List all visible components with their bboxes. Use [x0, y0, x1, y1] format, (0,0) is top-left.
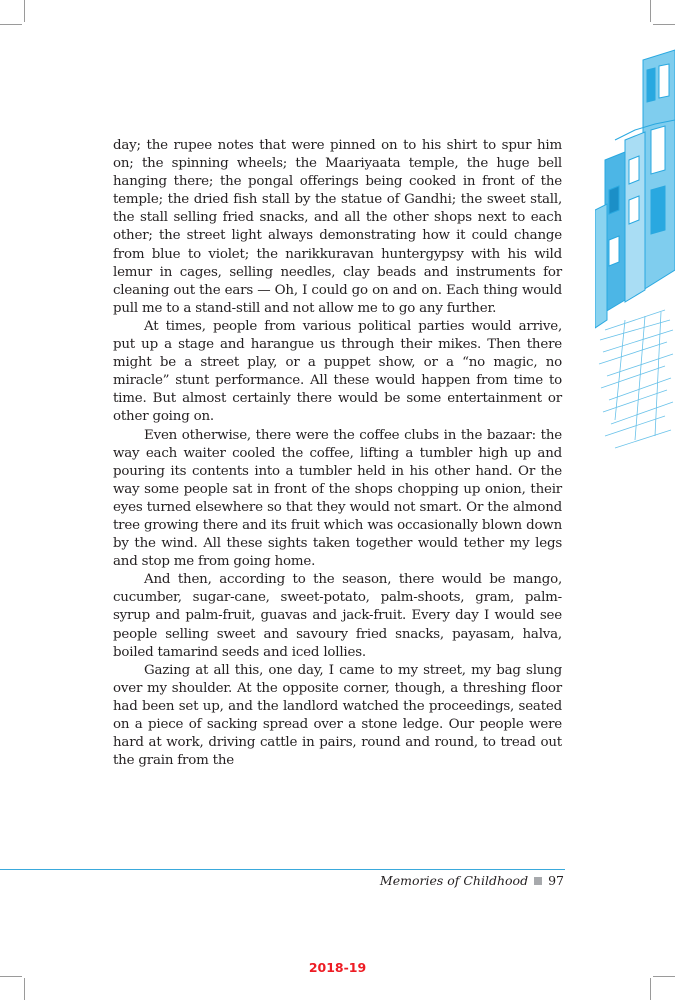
- crop-mark-top-left-v: [24, 0, 25, 22]
- body-text: [113, 137, 562, 770]
- crop-mark-top-right-v: [650, 0, 651, 22]
- crop-mark-bottom-left-v: [24, 978, 25, 1000]
- crop-mark-top-right-h: [653, 24, 675, 25]
- paragraph-2: At times, people from various political parties would arrive, put up a stage and harangue us through their mikes. Then there might be a street play, or a puppet show, or a “no magic, no miracle” stunt performance. All these would happen from time to time. But almost certainly there would be some entertainment or other going on.: [113, 318, 562, 425]
- crop-mark-top-left-h: [0, 24, 22, 25]
- crop-mark-bottom-right-h: [653, 976, 675, 977]
- crop-mark-bottom-right-v: [650, 978, 651, 1000]
- page-footer: [380, 873, 564, 888]
- year-stamp: 2018-19: [308, 960, 367, 975]
- separator-square-icon: [534, 877, 542, 885]
- book-title: Memories of Childhood: [379, 873, 529, 888]
- footer-rule: [0, 869, 565, 870]
- paragraph-3: Even otherwise, there were the coffee clubs in the bazaar: the way each waiter cooled the coffee, lifting a tumbler high up and pouring its contents into a tumbler held in his other hand. Or the way some people sat in front of the shops chopping up onion, their eyes turned elsewhere so that they would not smart. Or the almond tree growing there and its fruit which was occasionally blown down by the wind. All these sights taken together would tether my legs and stop me from going home.: [113, 427, 562, 570]
- page-number: 97: [548, 873, 564, 888]
- paragraph-4: And then, according to the season, there would be mango, cucumber, sugar-cane, sweet-potato, palm-shoots, gram, palm-syrup and palm-fruit, guavas and jack-fruit. Every day I would see people selling sweet and savoury fried snacks, payasam, halva, boiled tamarind seeds and iced lollies.: [113, 572, 562, 660]
- street-illustration: [595, 40, 675, 460]
- paragraph-1: day; the rupee notes that were pinned on to his shirt to spur him on; the spinning wheels; the Maariyaata temple, the huge bell hanging there; the pongal offerings being cooked in front of the temple; the dried fish stall by the statue of Gandhi; the sweet stall, the stall selling fried snacks, and all the other shops next to each other; the street light always demonstrating how it could change from blue to violet; the narikkuravan huntergypsy with his wild lemur in cages, selling needles, clay beads and instruments for cleaning out the ears — Oh, I could go on and on. Each thing would pull me to a stand-still and not allow me to go any further.: [113, 138, 562, 316]
- paragraph-5: Gazing at all this, one day, I came to my street, my bag slung over my shoulder. At the opposite corner, though, a threshing floor had been set up, and the landlord watched the proceedings, seated on a piece of sacking spread over a stone ledge. Our people were hard at work, driving cattle in pairs, round and round, to tread out the grain from the: [113, 662, 562, 769]
- crop-mark-bottom-left-h: [0, 976, 22, 977]
